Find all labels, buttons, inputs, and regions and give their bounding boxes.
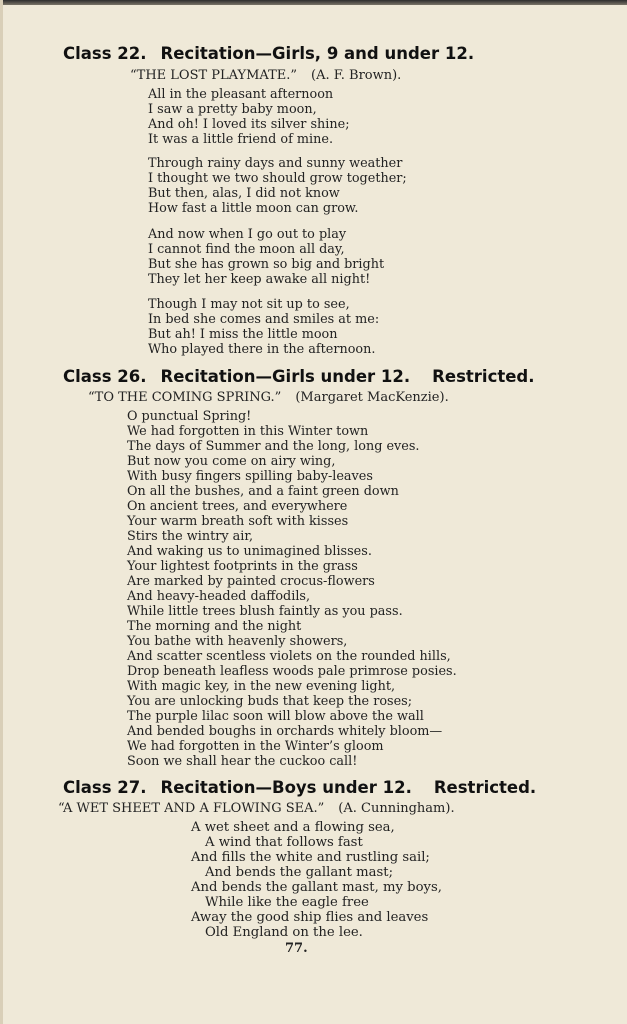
poem-line: They let her keep awake all night!	[148, 272, 371, 287]
poem-line: And heavy-headed daffodils,	[127, 589, 311, 604]
poem-line: I thought we two should grow together;	[148, 171, 407, 186]
poem-title-line	[88, 390, 449, 405]
poem-line: Stirs the wintry air,	[127, 529, 254, 544]
poem-line: In bed she comes and smiles at me:	[148, 312, 380, 327]
poem-line: On ancient trees, and everywhere	[127, 499, 348, 514]
poem-line: While like the eagle free	[205, 895, 369, 910]
poem-line: A wind that follows fast	[205, 835, 363, 850]
section-heading-class-26	[63, 367, 535, 386]
poem-line: With magic key, in the new evening light,	[127, 679, 396, 694]
poem-title: “TO THE COMING SPRING.”	[88, 390, 282, 405]
poem-title: “THE LOST PLAYMATE.”	[130, 68, 298, 83]
poem-title-line	[130, 68, 401, 83]
poem-line: You bathe with heavenly showers,	[127, 634, 348, 649]
poem-line: And fills the white and rustling sail;	[191, 850, 430, 865]
poem-line: And bended boughs in orchards whitely bloom—	[127, 724, 443, 739]
poem-line: And bends the gallant mast;	[205, 865, 394, 880]
stanza	[148, 297, 379, 357]
poem-line: And now when I go out to play	[148, 227, 347, 242]
restricted-label: Restricted.	[432, 367, 535, 386]
poem-line: We had forgotten in the Winter’s gloom	[127, 739, 384, 754]
class-label: Class 26.	[63, 367, 147, 386]
page-number: 77.	[285, 941, 308, 956]
stanza	[191, 820, 442, 940]
poem-line: But ah! I miss the little moon	[148, 327, 338, 342]
poem-title-line	[58, 801, 455, 816]
poem-line: But then, alas, I did not know	[148, 186, 340, 201]
recitation-label: Recitation—Girls under 12.	[160, 367, 411, 386]
poem-line: Through rainy days and sunny weather	[148, 156, 403, 171]
poem-author: (A. Cunningham).	[338, 801, 455, 816]
poem-line: And bends the gallant mast, my boys,	[191, 880, 442, 895]
poem-line: O punctual Spring!	[127, 409, 252, 424]
poem-line: All in the pleasant afternoon	[148, 87, 334, 102]
poem-line: I cannot find the moon all day,	[148, 242, 345, 257]
poem-line: Old England on the lee.	[205, 925, 363, 940]
poem-line: It was a little friend of mine.	[148, 132, 334, 147]
stanza	[148, 87, 350, 147]
recitation-label: Recitation—Girls, 9 and under 12.	[160, 44, 475, 63]
stanza	[148, 227, 384, 287]
poem-line: Are marked by painted crocus-flowers	[127, 574, 375, 589]
stanza	[127, 409, 457, 769]
poem-author: (A. F. Brown).	[311, 68, 402, 83]
poem-line: Who played there in the afternoon.	[148, 342, 376, 357]
poem-line: I saw a pretty baby moon,	[148, 102, 317, 117]
class-label: Class 22.	[63, 44, 147, 63]
recitation-label: Recitation—Boys under 12.	[160, 778, 412, 797]
poem-line: You are unlocking buds that keep the roses;	[127, 694, 413, 709]
poem-line: How fast a little moon can grow.	[148, 201, 359, 216]
poem-line: While little trees blush faintly as you pass.	[127, 604, 403, 619]
class-label: Class 27.	[63, 778, 147, 797]
restricted-label: Restricted.	[433, 778, 537, 797]
stanza	[148, 156, 407, 216]
poem-line: And scatter scentless violets on the rounded hills,	[127, 649, 451, 664]
section-heading-class-22	[63, 44, 486, 63]
section-heading-class-27	[63, 778, 536, 797]
poem-line: But now you come on airy wing,	[127, 454, 336, 469]
poem-line: We had forgotten in this Winter town	[127, 424, 369, 439]
poem-line: The days of Summer and the long, long eves.	[127, 439, 420, 454]
poem-line: Away the good ship flies and leaves	[191, 910, 429, 925]
poem-line: Your lightest footprints in the grass	[127, 559, 358, 574]
poem-line: The morning and the night	[127, 619, 302, 634]
poem-line: But she has grown so big and bright	[148, 257, 385, 272]
poem-line: Your warm breath soft with kisses	[127, 514, 349, 529]
poem-line: With busy fingers spilling baby-leaves	[127, 469, 373, 484]
poem-line: Drop beneath leafless woods pale primrose posies.	[127, 664, 457, 679]
poem-line: And waking us to unimagined blisses.	[127, 544, 372, 559]
poem-line: Soon we shall hear the cuckoo call!	[127, 754, 358, 769]
poem-line: Though I may not sit up to see,	[148, 297, 350, 312]
poem-title: “A WET SHEET AND A FLOWING SEA.”	[58, 801, 325, 816]
poem-author: (Margaret MacKenzie).	[295, 390, 449, 405]
poem-line: On all the bushes, and a faint green down	[127, 484, 399, 499]
poem-line: The purple lilac soon will blow above the wall	[127, 709, 424, 724]
poem-line: And oh! I loved its silver shine;	[148, 117, 350, 132]
poem-line: A wet sheet and a flowing sea,	[191, 820, 395, 835]
